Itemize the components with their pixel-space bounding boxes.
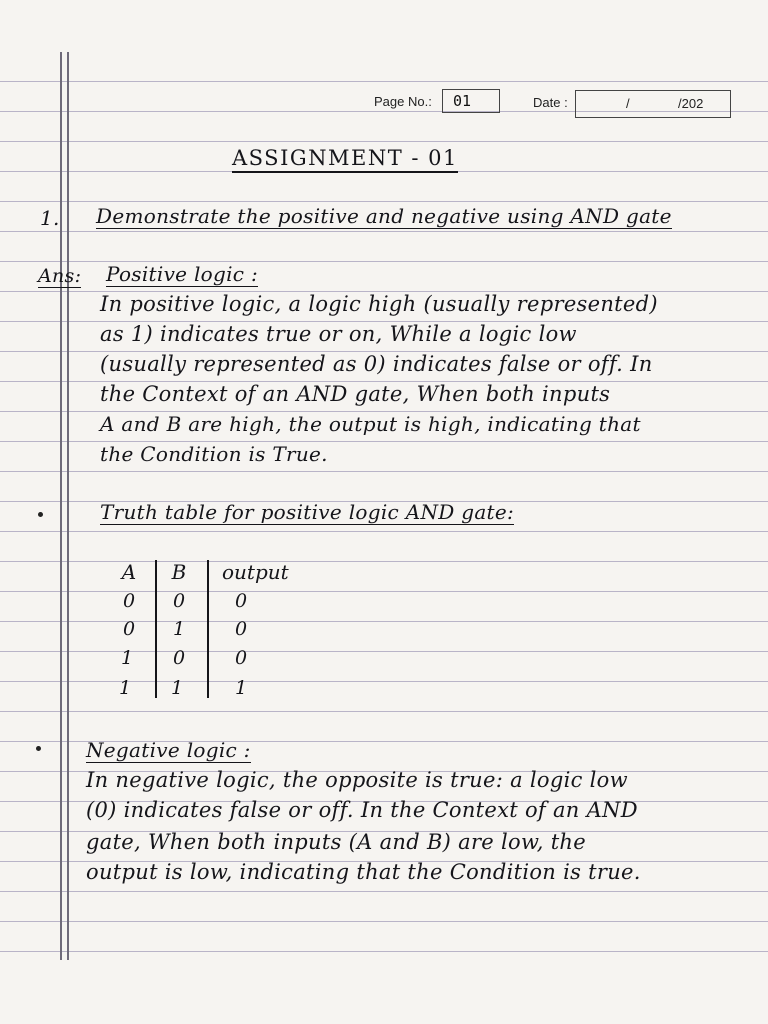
question-text: Demonstrate the positive and negative using AND gate [96,204,672,228]
truth-table-header-b: B [171,560,187,584]
negative-logic-heading: Negative logic : [86,738,251,762]
table-cell: 0 [122,590,136,612]
table-cell: 0 [234,590,248,612]
positive-logic-heading: Positive logic : [106,262,259,286]
table-cell: 0 [172,590,186,612]
table-cell: 1 [118,677,132,699]
page-no-box: 01 [442,89,500,113]
table-cell: 0 [122,618,136,640]
assignment-title: ASSIGNMENT - 01 [232,146,458,173]
date-box [575,90,731,118]
positive-line: In positive logic, a logic high (usually represented) [100,292,658,316]
date-year: /202 [678,96,704,111]
negative-line: output is low, indicating that the Condition is true. [86,860,641,884]
bullet-icon [36,746,41,751]
answer-label: Ans: [38,265,82,287]
negative-line: gate, When both inputs (A and B) are low, the [86,830,586,854]
page-no-label: Page No.: [374,94,432,109]
table-cell: 1 [172,618,186,640]
positive-line: as 1) indicates true or on, While a logic low [100,322,577,346]
table-cell: 1 [234,677,248,699]
positive-line: the Condition is True. [100,442,328,466]
negative-line: (0) indicates false or off. In the Context of an AND [86,798,638,822]
table-divider [207,560,209,698]
positive-line: (usually represented as 0) indicates false or off. In [100,352,653,376]
table-cell: 0 [234,647,248,669]
negative-line: In negative logic, the opposite is true: a logic low [86,768,628,792]
truth-table-heading: Truth table for positive logic AND gate: [100,500,515,524]
question-number: 1. [40,206,60,230]
truth-table-header-a: A [121,560,137,584]
table-cell: 0 [234,618,248,640]
margin-line [60,52,62,968]
bullet-icon [38,512,43,517]
table-cell: 0 [172,647,186,669]
date-separator: / [626,96,630,111]
positive-line: A and B are high, the output is high, indicating that [100,412,641,436]
positive-line: the Context of an AND gate, When both inputs [100,382,611,406]
date-label: Date : [533,95,568,110]
truth-table-header-output: output [222,560,289,584]
margin-line [67,52,69,968]
table-divider [155,560,157,698]
table-cell: 1 [120,647,134,669]
table-cell: 1 [170,677,184,699]
